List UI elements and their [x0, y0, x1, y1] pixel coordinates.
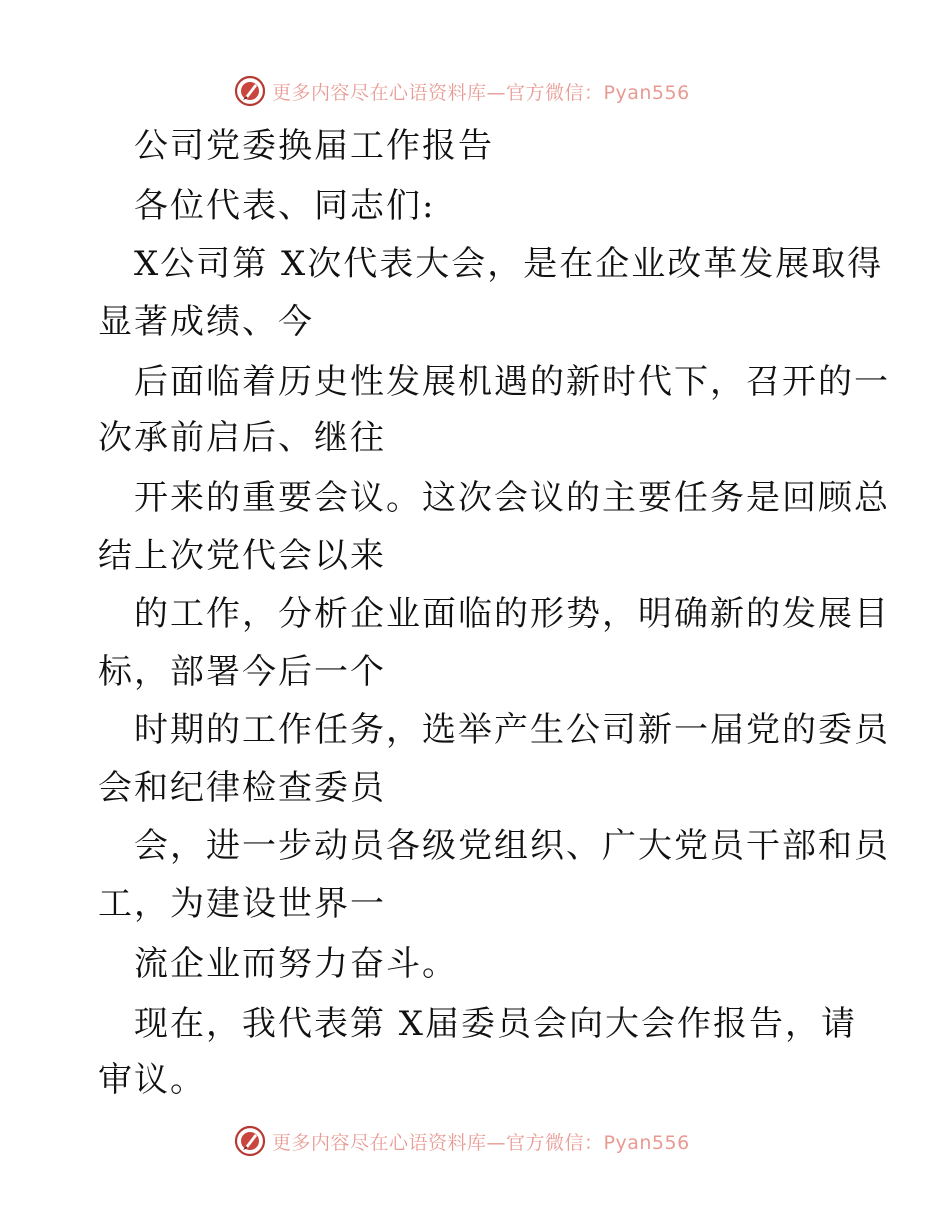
- salutation-line: 各位代表、同志们:: [134, 186, 436, 226]
- paragraph-line: 流企业而努力奋斗。: [134, 944, 458, 984]
- watermark-text: 更多内容尽在心语资料库—官方微信：Pyan556: [272, 1131, 690, 1154]
- quill-logo-icon: [234, 1125, 266, 1157]
- header-watermark: [234, 74, 690, 108]
- paragraph-line: 次承前启后、继往: [98, 418, 386, 458]
- paragraph-line: 标，部署今后一个: [98, 652, 386, 692]
- paragraph-line: 会和纪律检查委员: [98, 768, 386, 808]
- paragraph-line: 开来的重要会议。这次会议的主要任务是回顾总: [134, 478, 890, 518]
- paragraph-line: 审议。: [98, 1060, 206, 1100]
- paragraph-line: 现在，我代表第 X届委员会向大会作报告，请: [134, 1004, 858, 1044]
- paragraph-line: 会，进一步动员各级党组织、广大党员干部和员: [134, 826, 890, 866]
- footer-watermark: [234, 1124, 690, 1158]
- quill-logo-icon: [234, 75, 266, 107]
- paragraph-line: X公司第 X次代表大会，是在企业改革发展取得: [134, 244, 884, 284]
- paragraph-line: 显著成绩、今: [98, 302, 314, 342]
- paragraph-line: 后面临着历史性发展机遇的新时代下，召开的一: [134, 362, 890, 402]
- document-title: 公司党委换届工作报告: [134, 126, 494, 166]
- watermark-text: 更多内容尽在心语资料库—官方微信：Pyan556: [272, 81, 690, 104]
- paragraph-line: 时期的工作任务，选举产生公司新一届党的委员: [134, 710, 890, 750]
- paragraph-line: 结上次党代会以来: [98, 536, 386, 576]
- paragraph-line: 工，为建设世界一: [98, 884, 386, 924]
- paragraph-line: 的工作，分析企业面临的形势，明确新的发展目: [134, 594, 890, 634]
